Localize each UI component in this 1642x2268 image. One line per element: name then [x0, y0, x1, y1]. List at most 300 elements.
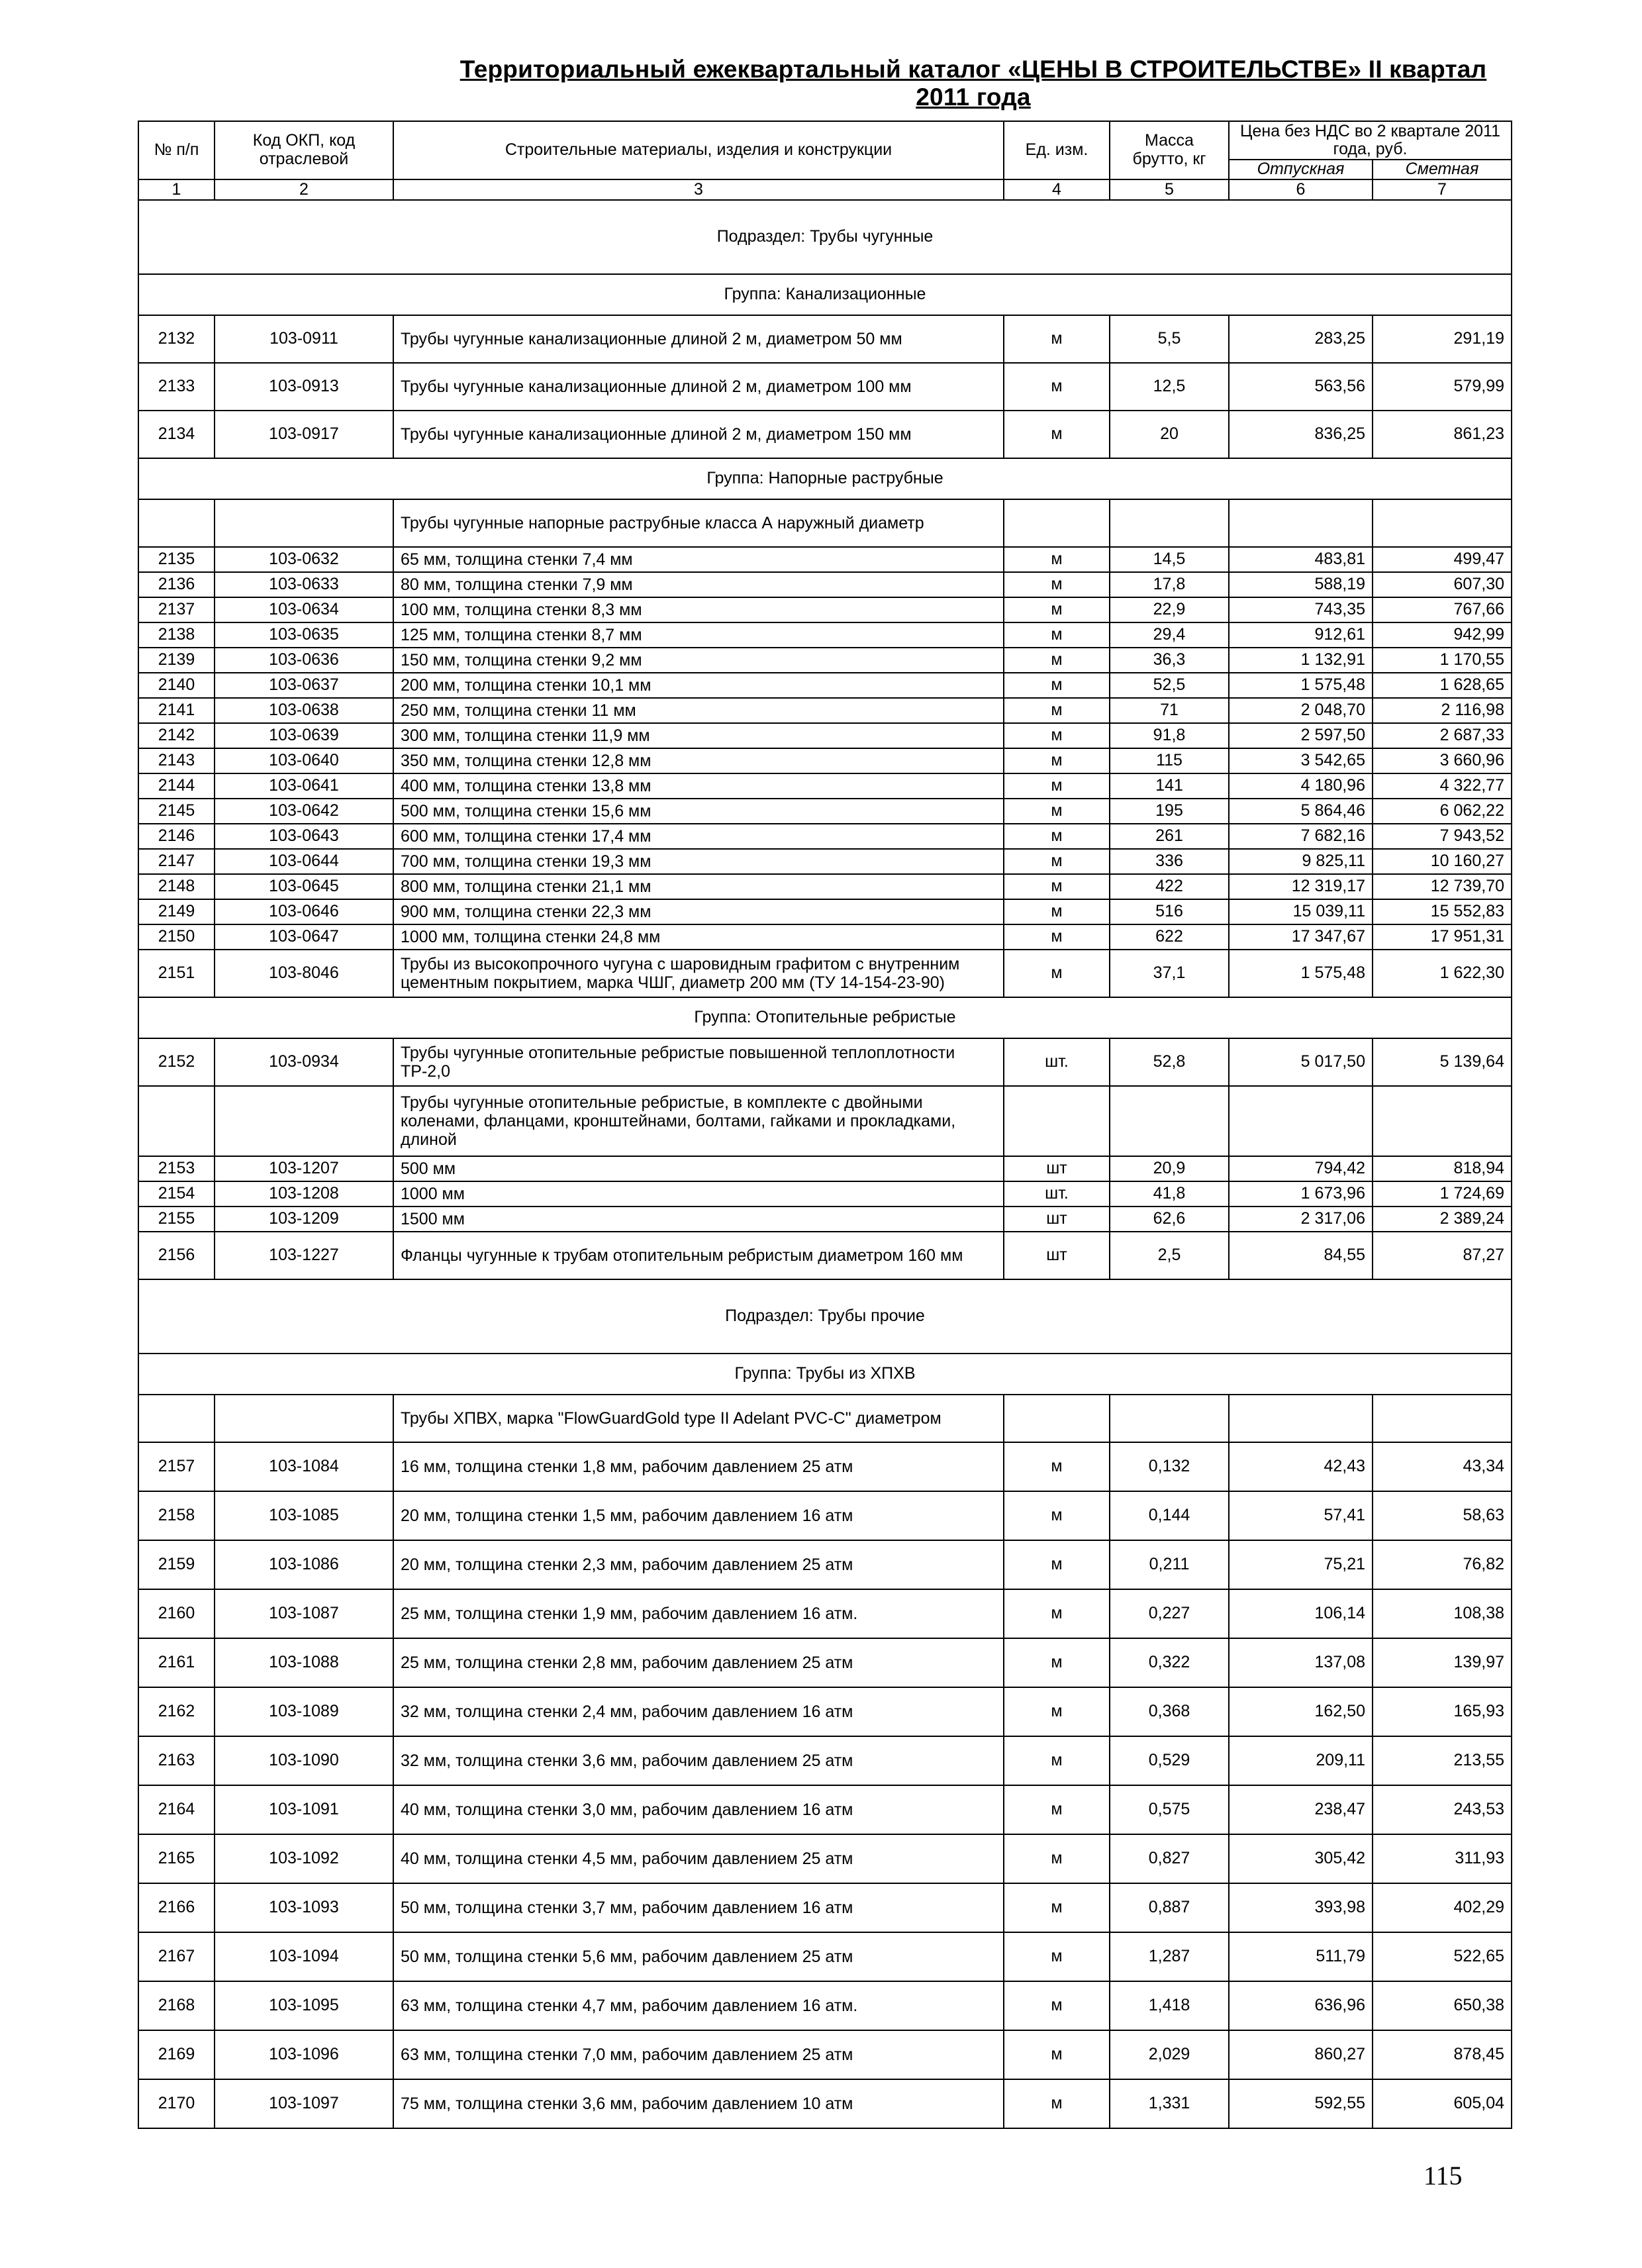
row-description: 800 мм, толщина стенки 21,1 мм — [393, 874, 1004, 899]
row-price-release: 3 542,65 — [1229, 748, 1373, 773]
row-description: Трубы чугунные канализационные длиной 2 м, диаметром 150 мм — [393, 411, 1004, 458]
col-header-estimate: Сметная — [1373, 160, 1512, 179]
row-description: 75 мм, толщина стенки 3,6 мм, рабочим давлением 10 атм — [393, 2079, 1004, 2128]
row-price-release — [1229, 499, 1373, 547]
row-price-estimate: 607,30 — [1373, 572, 1512, 597]
row-price-release: 393,98 — [1229, 1883, 1373, 1932]
row-code: 103-1096 — [215, 2030, 393, 2079]
col-number: 1 — [138, 179, 215, 200]
row-description: 125 мм, толщина стенки 8,7 мм — [393, 622, 1004, 648]
row-description: 63 мм, толщина стенки 4,7 мм, рабочим давлением 16 атм. — [393, 1981, 1004, 2030]
row-price-release: 4 180,96 — [1229, 773, 1373, 799]
row-unit: м — [1004, 597, 1110, 622]
row-description: 80 мм, толщина стенки 7,9 мм — [393, 572, 1004, 597]
row-price-estimate: 5 139,64 — [1373, 1038, 1512, 1086]
row-mass: 1,287 — [1110, 1932, 1229, 1981]
price-catalog-table — [138, 121, 1512, 2129]
row-number: 2149 — [138, 899, 215, 924]
row-code: 103-0638 — [215, 698, 393, 723]
row-description: Трубы чугунные канализационные длиной 2 м, диаметром 100 мм — [393, 363, 1004, 411]
row-price-release: 12 319,17 — [1229, 874, 1373, 899]
row-price-release: 483,81 — [1229, 547, 1373, 572]
group-title: Группа: Напорные раструбные — [138, 458, 1512, 499]
row-number: 2163 — [138, 1736, 215, 1785]
row-mass: 20 — [1110, 411, 1229, 458]
row-mass: 17,8 — [1110, 572, 1229, 597]
row-unit: м — [1004, 547, 1110, 572]
row-price-estimate: 17 951,31 — [1373, 924, 1512, 950]
row-mass: 422 — [1110, 874, 1229, 899]
row-description: 32 мм, толщина стенки 3,6 мм, рабочим давлением 25 атм — [393, 1736, 1004, 1785]
table-row — [138, 597, 1512, 622]
row-price-release — [1229, 1086, 1373, 1156]
row-price-release: 794,42 — [1229, 1156, 1373, 1181]
row-number: 2148 — [138, 874, 215, 899]
row-unit: м — [1004, 1785, 1110, 1834]
row-number: 2146 — [138, 824, 215, 849]
row-code: 103-0917 — [215, 411, 393, 458]
row-price-estimate: 942,99 — [1373, 622, 1512, 648]
table-row — [138, 1981, 1512, 2030]
row-price-release: 15 039,11 — [1229, 899, 1373, 924]
row-price-release: 592,55 — [1229, 2079, 1373, 2128]
row-code: 103-1094 — [215, 1932, 393, 1981]
row-price-release: 209,11 — [1229, 1736, 1373, 1785]
row-code: 103-1091 — [215, 1785, 393, 1834]
row-unit: м — [1004, 1736, 1110, 1785]
row-unit: м — [1004, 1442, 1110, 1491]
row-mass: 516 — [1110, 899, 1229, 924]
row-code: 103-0632 — [215, 547, 393, 572]
row-price-estimate: 861,23 — [1373, 411, 1512, 458]
row-unit: шт — [1004, 1232, 1110, 1279]
group-title: Группа: Отопительные ребристые — [138, 997, 1512, 1038]
row-unit: м — [1004, 899, 1110, 924]
group-title: Группа: Канализационные — [138, 274, 1512, 315]
table-row — [138, 411, 1512, 458]
row-mass: 41,8 — [1110, 1181, 1229, 1207]
column-number-row — [138, 179, 1512, 200]
row-price-estimate: 291,19 — [1373, 315, 1512, 363]
row-price-release: 2 597,50 — [1229, 723, 1373, 748]
row-price-estimate: 58,63 — [1373, 1491, 1512, 1540]
row-mass: 622 — [1110, 924, 1229, 950]
row-number: 2156 — [138, 1232, 215, 1279]
row-mass: 0,827 — [1110, 1834, 1229, 1883]
section-title: Подраздел: Трубы чугунные — [138, 200, 1512, 274]
row-number: 2164 — [138, 1785, 215, 1834]
row-price-release: 2 048,70 — [1229, 698, 1373, 723]
row-description: 63 мм, толщина стенки 7,0 мм, рабочим давлением 25 атм — [393, 2030, 1004, 2079]
row-price-release: 1 575,48 — [1229, 673, 1373, 698]
table-row — [138, 773, 1512, 799]
row-price-release: 238,47 — [1229, 1785, 1373, 1834]
table-row — [138, 315, 1512, 363]
row-description: Трубы чугунные отопительные ребристые, в комплекте с двойными коленами, фланцами, кронштейнами, болтами, гайками и прокладками, длиной — [393, 1086, 1004, 1156]
row-number: 2135 — [138, 547, 215, 572]
group-heading-row — [138, 997, 1512, 1038]
row-number: 2166 — [138, 1883, 215, 1932]
row-number: 2137 — [138, 597, 215, 622]
table-row — [138, 1883, 1512, 1932]
row-number: 2153 — [138, 1156, 215, 1181]
row-price-estimate: 2 389,24 — [1373, 1207, 1512, 1232]
row-number: 2140 — [138, 673, 215, 698]
row-code: 103-0636 — [215, 648, 393, 673]
col-header-price: Цена без НДС во 2 квартале 2011 года, руб. — [1229, 121, 1512, 160]
row-price-estimate: 7 943,52 — [1373, 824, 1512, 849]
row-unit: шт. — [1004, 1038, 1110, 1086]
row-mass: 0,227 — [1110, 1589, 1229, 1638]
row-mass: 0,322 — [1110, 1638, 1229, 1687]
row-price-release: 743,35 — [1229, 597, 1373, 622]
row-mass: 14,5 — [1110, 547, 1229, 572]
row-price-release: 106,14 — [1229, 1589, 1373, 1638]
row-number: 2161 — [138, 1638, 215, 1687]
row-description: 350 мм, толщина стенки 12,8 мм — [393, 748, 1004, 773]
row-price-estimate: 818,94 — [1373, 1156, 1512, 1181]
row-unit: м — [1004, 1883, 1110, 1932]
row-unit: м — [1004, 773, 1110, 799]
row-description: 16 мм, толщина стенки 1,8 мм, рабочим давлением 25 атм — [393, 1442, 1004, 1491]
row-price-release: 588,19 — [1229, 572, 1373, 597]
row-code: 103-0641 — [215, 773, 393, 799]
row-price-estimate: 1 628,65 — [1373, 673, 1512, 698]
row-price-release: 7 682,16 — [1229, 824, 1373, 849]
row-mass: 1,418 — [1110, 1981, 1229, 2030]
row-number — [138, 499, 215, 547]
row-description: 20 мм, толщина стенки 1,5 мм, рабочим давлением 16 атм — [393, 1491, 1004, 1540]
row-price-estimate: 76,82 — [1373, 1540, 1512, 1589]
row-description: 150 мм, толщина стенки 9,2 мм — [393, 648, 1004, 673]
row-description: 400 мм, толщина стенки 13,8 мм — [393, 773, 1004, 799]
table-row — [138, 1038, 1512, 1086]
row-price-estimate: 2 687,33 — [1373, 723, 1512, 748]
row-price-estimate: 243,53 — [1373, 1785, 1512, 1834]
row-price-estimate — [1373, 499, 1512, 547]
row-code: 103-1095 — [215, 1981, 393, 2030]
table-row — [138, 1785, 1512, 1834]
row-code: 103-1093 — [215, 1883, 393, 1932]
row-description: 50 мм, толщина стенки 3,7 мм, рабочим давлением 16 атм — [393, 1883, 1004, 1932]
row-code: 103-0640 — [215, 748, 393, 773]
table-row — [138, 2079, 1512, 2128]
row-number: 2152 — [138, 1038, 215, 1086]
row-number: 2132 — [138, 315, 215, 363]
row-price-release: 2 317,06 — [1229, 1207, 1373, 1232]
row-code: 103-0639 — [215, 723, 393, 748]
row-price-release: 305,42 — [1229, 1834, 1373, 1883]
table-row — [138, 1181, 1512, 1207]
row-mass: 20,9 — [1110, 1156, 1229, 1181]
row-description: 32 мм, толщина стенки 2,4 мм, рабочим давлением 16 атм — [393, 1687, 1004, 1736]
section-heading-row — [138, 1279, 1512, 1354]
row-code: 103-1086 — [215, 1540, 393, 1589]
table-row — [138, 1491, 1512, 1540]
row-mass: 115 — [1110, 748, 1229, 773]
table-row — [138, 1540, 1512, 1589]
row-code: 103-1089 — [215, 1687, 393, 1736]
row-unit: м — [1004, 1491, 1110, 1540]
row-price-estimate: 1 622,30 — [1373, 950, 1512, 997]
row-mass: 1,331 — [1110, 2079, 1229, 2128]
col-number: 7 — [1373, 179, 1512, 200]
row-description: 25 мм, толщина стенки 1,9 мм, рабочим давлением 16 атм. — [393, 1589, 1004, 1638]
row-mass — [1110, 1086, 1229, 1156]
row-unit: м — [1004, 1981, 1110, 2030]
row-unit — [1004, 1395, 1110, 1442]
table-row — [138, 1834, 1512, 1883]
row-price-release: 5 017,50 — [1229, 1038, 1373, 1086]
row-unit: м — [1004, 2079, 1110, 2128]
row-price-release: 84,55 — [1229, 1232, 1373, 1279]
table-row — [138, 924, 1512, 950]
row-unit: м — [1004, 1540, 1110, 1589]
row-mass — [1110, 499, 1229, 547]
row-unit: шт — [1004, 1207, 1110, 1232]
row-unit: м — [1004, 799, 1110, 824]
table-row — [138, 547, 1512, 572]
row-description: 1000 мм — [393, 1181, 1004, 1207]
row-number: 2134 — [138, 411, 215, 458]
col-number: 6 — [1229, 179, 1373, 200]
row-price-release: 9 825,11 — [1229, 849, 1373, 874]
row-mass: 62,6 — [1110, 1207, 1229, 1232]
row-mass: 195 — [1110, 799, 1229, 824]
row-unit: м — [1004, 1687, 1110, 1736]
row-unit: м — [1004, 874, 1110, 899]
row-code: 103-1092 — [215, 1834, 393, 1883]
page-title: Территориальный ежеквартальный каталог «ЦЕНЫ В СТРОИТЕЛЬСТВЕ» II квартал 2011 года — [459, 56, 1487, 111]
row-description: 50 мм, толщина стенки 5,6 мм, рабочим давлением 25 атм — [393, 1932, 1004, 1981]
row-number: 2165 — [138, 1834, 215, 1883]
row-description: Трубы из высокопрочного чугуна с шаровидным графитом с внутренним цементным покрытием, марка ЧШГ, диаметр 200 мм (ТУ 14-154-23-90) — [393, 950, 1004, 997]
row-description: 1000 мм, толщина стенки 24,8 мм — [393, 924, 1004, 950]
row-price-estimate: 878,45 — [1373, 2030, 1512, 2079]
row-number: 2151 — [138, 950, 215, 997]
catalog-body — [138, 200, 1512, 2128]
section-heading-row — [138, 200, 1512, 274]
row-mass: 12,5 — [1110, 363, 1229, 411]
row-code — [215, 499, 393, 547]
row-code — [215, 1395, 393, 1442]
row-description: 40 мм, толщина стенки 3,0 мм, рабочим давлением 16 атм — [393, 1785, 1004, 1834]
row-number — [138, 1086, 215, 1156]
col-number: 5 — [1110, 179, 1229, 200]
row-code: 103-0637 — [215, 673, 393, 698]
row-number: 2133 — [138, 363, 215, 411]
table-row — [138, 1589, 1512, 1638]
row-mass: 0,144 — [1110, 1491, 1229, 1540]
row-unit: м — [1004, 673, 1110, 698]
row-price-estimate: 605,04 — [1373, 2079, 1512, 2128]
row-price-estimate: 15 552,83 — [1373, 899, 1512, 924]
table-row — [138, 363, 1512, 411]
row-unit: м — [1004, 1638, 1110, 1687]
row-price-estimate: 213,55 — [1373, 1736, 1512, 1785]
row-unit: м — [1004, 748, 1110, 773]
row-code: 103-1085 — [215, 1491, 393, 1540]
row-price-estimate: 650,38 — [1373, 1981, 1512, 2030]
col-header-num: № п/п — [138, 121, 215, 179]
row-price-estimate: 108,38 — [1373, 1589, 1512, 1638]
row-mass: 37,1 — [1110, 950, 1229, 997]
row-price-release: 1 132,91 — [1229, 648, 1373, 673]
row-price-estimate — [1373, 1086, 1512, 1156]
table-subheading-row — [138, 499, 1512, 547]
row-price-estimate: 139,97 — [1373, 1638, 1512, 1687]
row-description: Трубы чугунные напорные раструбные класса А наружный диаметр — [393, 499, 1004, 547]
row-number: 2145 — [138, 799, 215, 824]
row-code: 103-1227 — [215, 1232, 393, 1279]
table-row — [138, 723, 1512, 748]
row-description: Трубы ХПВХ, марка "FlowGuardGold type II Adelant PVC-C" диаметром — [393, 1395, 1004, 1442]
row-price-release: 912,61 — [1229, 622, 1373, 648]
row-number: 2143 — [138, 748, 215, 773]
row-description: 300 мм, толщина стенки 11,9 мм — [393, 723, 1004, 748]
row-mass: 141 — [1110, 773, 1229, 799]
row-number: 2160 — [138, 1589, 215, 1638]
row-unit: м — [1004, 2030, 1110, 2079]
col-header-code: Код ОКП, код отраслевой — [215, 121, 393, 179]
row-unit: м — [1004, 698, 1110, 723]
row-mass: 0,887 — [1110, 1883, 1229, 1932]
row-number: 2150 — [138, 924, 215, 950]
row-description: Фланцы чугунные к трубам отопительным ребристым диаметром 160 мм — [393, 1232, 1004, 1279]
table-row — [138, 1207, 1512, 1232]
row-unit: м — [1004, 924, 1110, 950]
row-description: 500 мм — [393, 1156, 1004, 1181]
row-mass: 2,029 — [1110, 2030, 1229, 2079]
row-code: 103-1088 — [215, 1638, 393, 1687]
row-price-estimate: 579,99 — [1373, 363, 1512, 411]
row-price-estimate: 499,47 — [1373, 547, 1512, 572]
row-code: 103-0644 — [215, 849, 393, 874]
row-unit: м — [1004, 1932, 1110, 1981]
table-row — [138, 1932, 1512, 1981]
row-code: 103-0645 — [215, 874, 393, 899]
row-price-estimate: 12 739,70 — [1373, 874, 1512, 899]
section-title: Подраздел: Трубы прочие — [138, 1279, 1512, 1354]
table-row — [138, 849, 1512, 874]
group-heading-row — [138, 1354, 1512, 1395]
row-price-release: 836,25 — [1229, 411, 1373, 458]
row-price-estimate: 87,27 — [1373, 1232, 1512, 1279]
row-price-estimate: 311,93 — [1373, 1834, 1512, 1883]
row-unit: м — [1004, 1589, 1110, 1638]
row-price-estimate: 1 724,69 — [1373, 1181, 1512, 1207]
row-description: 600 мм, толщина стенки 17,4 мм — [393, 824, 1004, 849]
row-price-release: 162,50 — [1229, 1687, 1373, 1736]
row-code: 103-1207 — [215, 1156, 393, 1181]
col-number: 4 — [1004, 179, 1110, 200]
row-code: 103-0634 — [215, 597, 393, 622]
col-header-unit: Ед. изм. — [1004, 121, 1110, 179]
row-unit: шт. — [1004, 1181, 1110, 1207]
row-unit: м — [1004, 572, 1110, 597]
table-row — [138, 899, 1512, 924]
row-mass: 2,5 — [1110, 1232, 1229, 1279]
row-code: 103-0934 — [215, 1038, 393, 1086]
row-unit: м — [1004, 849, 1110, 874]
row-description: 900 мм, толщина стенки 22,3 мм — [393, 899, 1004, 924]
row-unit: м — [1004, 1834, 1110, 1883]
row-price-estimate: 3 660,96 — [1373, 748, 1512, 773]
row-description: 700 мм, толщина стенки 19,3 мм — [393, 849, 1004, 874]
row-unit: м — [1004, 950, 1110, 997]
row-description: 250 мм, толщина стенки 11 мм — [393, 698, 1004, 723]
row-mass: 0,529 — [1110, 1736, 1229, 1785]
row-mass: 22,9 — [1110, 597, 1229, 622]
row-description: 500 мм, толщина стенки 15,6 мм — [393, 799, 1004, 824]
row-unit: м — [1004, 824, 1110, 849]
row-description: 20 мм, толщина стенки 2,3 мм, рабочим давлением 25 атм — [393, 1540, 1004, 1589]
row-number: 2138 — [138, 622, 215, 648]
table-row — [138, 950, 1512, 997]
row-description: 65 мм, толщина стенки 7,4 мм — [393, 547, 1004, 572]
row-code: 103-1097 — [215, 2079, 393, 2128]
row-mass: 336 — [1110, 849, 1229, 874]
row-code — [215, 1086, 393, 1156]
row-number: 2158 — [138, 1491, 215, 1540]
row-code: 103-0633 — [215, 572, 393, 597]
table-subheading-row — [138, 1395, 1512, 1442]
row-mass: 0,132 — [1110, 1442, 1229, 1491]
table-row — [138, 874, 1512, 899]
page-number: 115 — [1424, 2161, 1463, 2191]
row-unit: м — [1004, 648, 1110, 673]
group-heading-row — [138, 274, 1512, 315]
row-mass: 261 — [1110, 824, 1229, 849]
row-number: 2155 — [138, 1207, 215, 1232]
row-number: 2170 — [138, 2079, 215, 2128]
row-description: 200 мм, толщина стенки 10,1 мм — [393, 673, 1004, 698]
row-price-release: 1 673,96 — [1229, 1181, 1373, 1207]
row-mass: 0,368 — [1110, 1687, 1229, 1736]
row-code: 103-0647 — [215, 924, 393, 950]
table-row — [138, 698, 1512, 723]
row-mass: 0,211 — [1110, 1540, 1229, 1589]
row-price-estimate — [1373, 1395, 1512, 1442]
row-mass: 29,4 — [1110, 622, 1229, 648]
row-number: 2154 — [138, 1181, 215, 1207]
row-mass: 52,5 — [1110, 673, 1229, 698]
row-price-release: 75,21 — [1229, 1540, 1373, 1589]
row-price-release: 511,79 — [1229, 1932, 1373, 1981]
table-row — [138, 1232, 1512, 1279]
row-price-release: 57,41 — [1229, 1491, 1373, 1540]
row-number: 2136 — [138, 572, 215, 597]
col-header-mass: Масса брутто, кг — [1110, 121, 1229, 179]
row-number: 2147 — [138, 849, 215, 874]
row-code: 103-8046 — [215, 950, 393, 997]
row-mass — [1110, 1395, 1229, 1442]
row-price-estimate: 43,34 — [1373, 1442, 1512, 1491]
row-number: 2144 — [138, 773, 215, 799]
row-code: 103-1090 — [215, 1736, 393, 1785]
group-heading-row — [138, 458, 1512, 499]
row-unit: м — [1004, 622, 1110, 648]
row-price-release: 42,43 — [1229, 1442, 1373, 1491]
row-unit — [1004, 499, 1110, 547]
row-code: 103-1208 — [215, 1181, 393, 1207]
row-number — [138, 1395, 215, 1442]
table-row — [138, 622, 1512, 648]
row-price-release: 636,96 — [1229, 1981, 1373, 2030]
row-price-release: 563,56 — [1229, 363, 1373, 411]
row-price-release: 283,25 — [1229, 315, 1373, 363]
row-price-estimate: 522,65 — [1373, 1932, 1512, 1981]
